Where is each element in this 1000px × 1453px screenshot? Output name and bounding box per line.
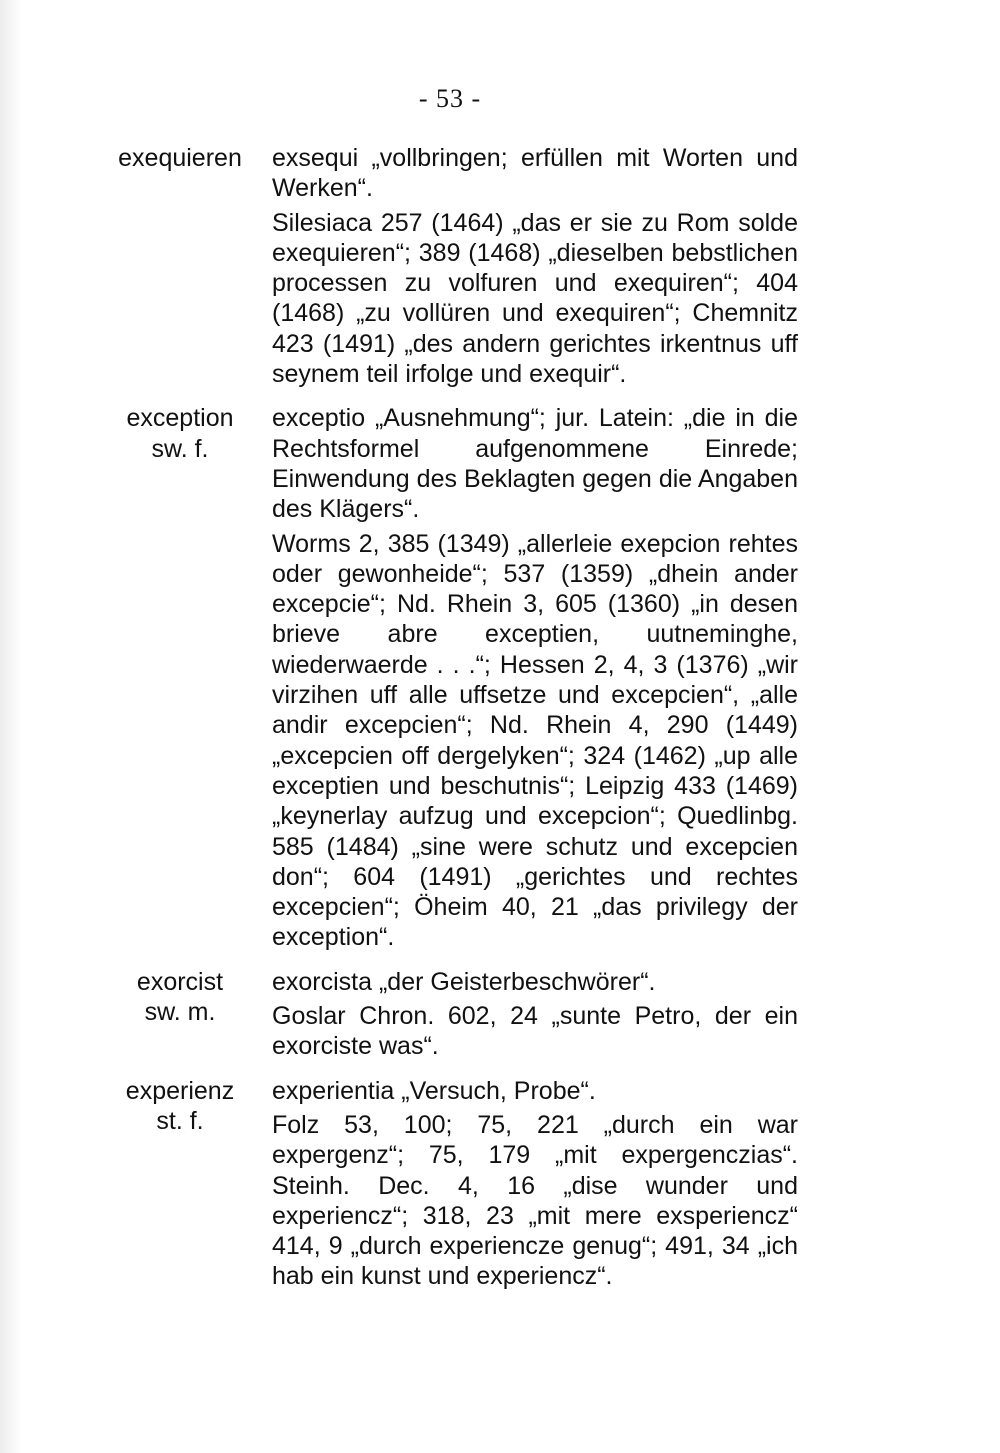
headword — [100, 403, 260, 464]
entry-experienz — [0, 1076, 1000, 1292]
headword-term: exorcist — [136, 967, 224, 996]
headword-term: experienz — [125, 1076, 235, 1105]
headword — [100, 1076, 260, 1137]
headword-grammar: sw. f. — [151, 434, 209, 463]
dictionary-entries — [0, 143, 1000, 1296]
entry-exception — [0, 403, 1000, 952]
headword-term: exception — [126, 404, 234, 433]
headword-term: exequieren — [118, 144, 242, 172]
entry-body — [272, 143, 798, 389]
citations: Goslar Chron. 602, 24 „sunte Petro, der ein exorciste was“. — [272, 1002, 798, 1061]
citations: Folz 53, 100; 75, 221 „durch ein war expergenz“; 75, 179 „mit expergenczias“. Steinh. Dec. 4, 16 „dise wunder und experiencz“; 318, 23 „mit mere exsperiencz“ 414, 9 „durch experiencze genug“; 491, 34 „ich hab ein kunst und experiencz“. — [272, 1110, 798, 1291]
definition: exceptio „Ausnehmung“; jur. Latein: „die in die Rechtsformel aufgenommene Einrede; Einwendung des Beklagten gegen die Angaben des Klägers“. — [272, 404, 798, 524]
definition: exorcista „der Geisterbeschwörer“. — [272, 967, 656, 996]
page-number: - 53 - — [418, 84, 482, 113]
headword-grammar: st. f. — [156, 1106, 204, 1135]
headword — [100, 967, 260, 1028]
citations: Worms 2, 385 (1349) „allerleie exepcion rehtes oder gewonheide“; 537 (1359) „dhein ander excepcie“; Nd. Rhein 3, 605 (1360) „in desen brieve abre exceptien, uutneminghe, wiederwaerde . . .“; Hessen 2, 4, 3 (1376) „wir virzihen uff alle uffsetze und excepcien“, „alle andir excepcien“; Nd. Rhein 4, 290 (1449) „excepcien off dergelyken“; 324 (1462) „up alle exceptien und beschutnis“; Leipzig 433 (1469) „keynerlay aufzug und excepcion“; Quedlinbg. 585 (1484) „sine were schutz und excepcien don“; 604 (1491) „gerichtes und rechtes excepcien“; Öheim 40, 21 „das privilegy der exception“. — [272, 529, 798, 952]
entry-body — [272, 1076, 798, 1292]
definition: experientia „Versuch, Probe“. — [272, 1076, 596, 1105]
entry-exequieren — [0, 143, 1000, 389]
entry-exorcist — [0, 967, 1000, 1062]
entry-body — [272, 403, 798, 952]
entry-body — [272, 967, 798, 1062]
headword-grammar: sw. m. — [144, 998, 216, 1027]
definition: exsequi „vollbringen; erfüllen mit Worten und Werken“. — [272, 144, 798, 203]
headword — [100, 143, 260, 173]
citations: Silesiaca 257 (1464) „das er sie zu Rom solde exequieren“; 389 (1468) „dieselben bebstlichen processen zu volfuren und exequiren“; 404 (1468) „zu vollüren und exequiren“; Chemnitz 423 (1491) „des andern gerichtes irkentnus uff seynem teil irfolge und exequir“. — [272, 208, 798, 389]
